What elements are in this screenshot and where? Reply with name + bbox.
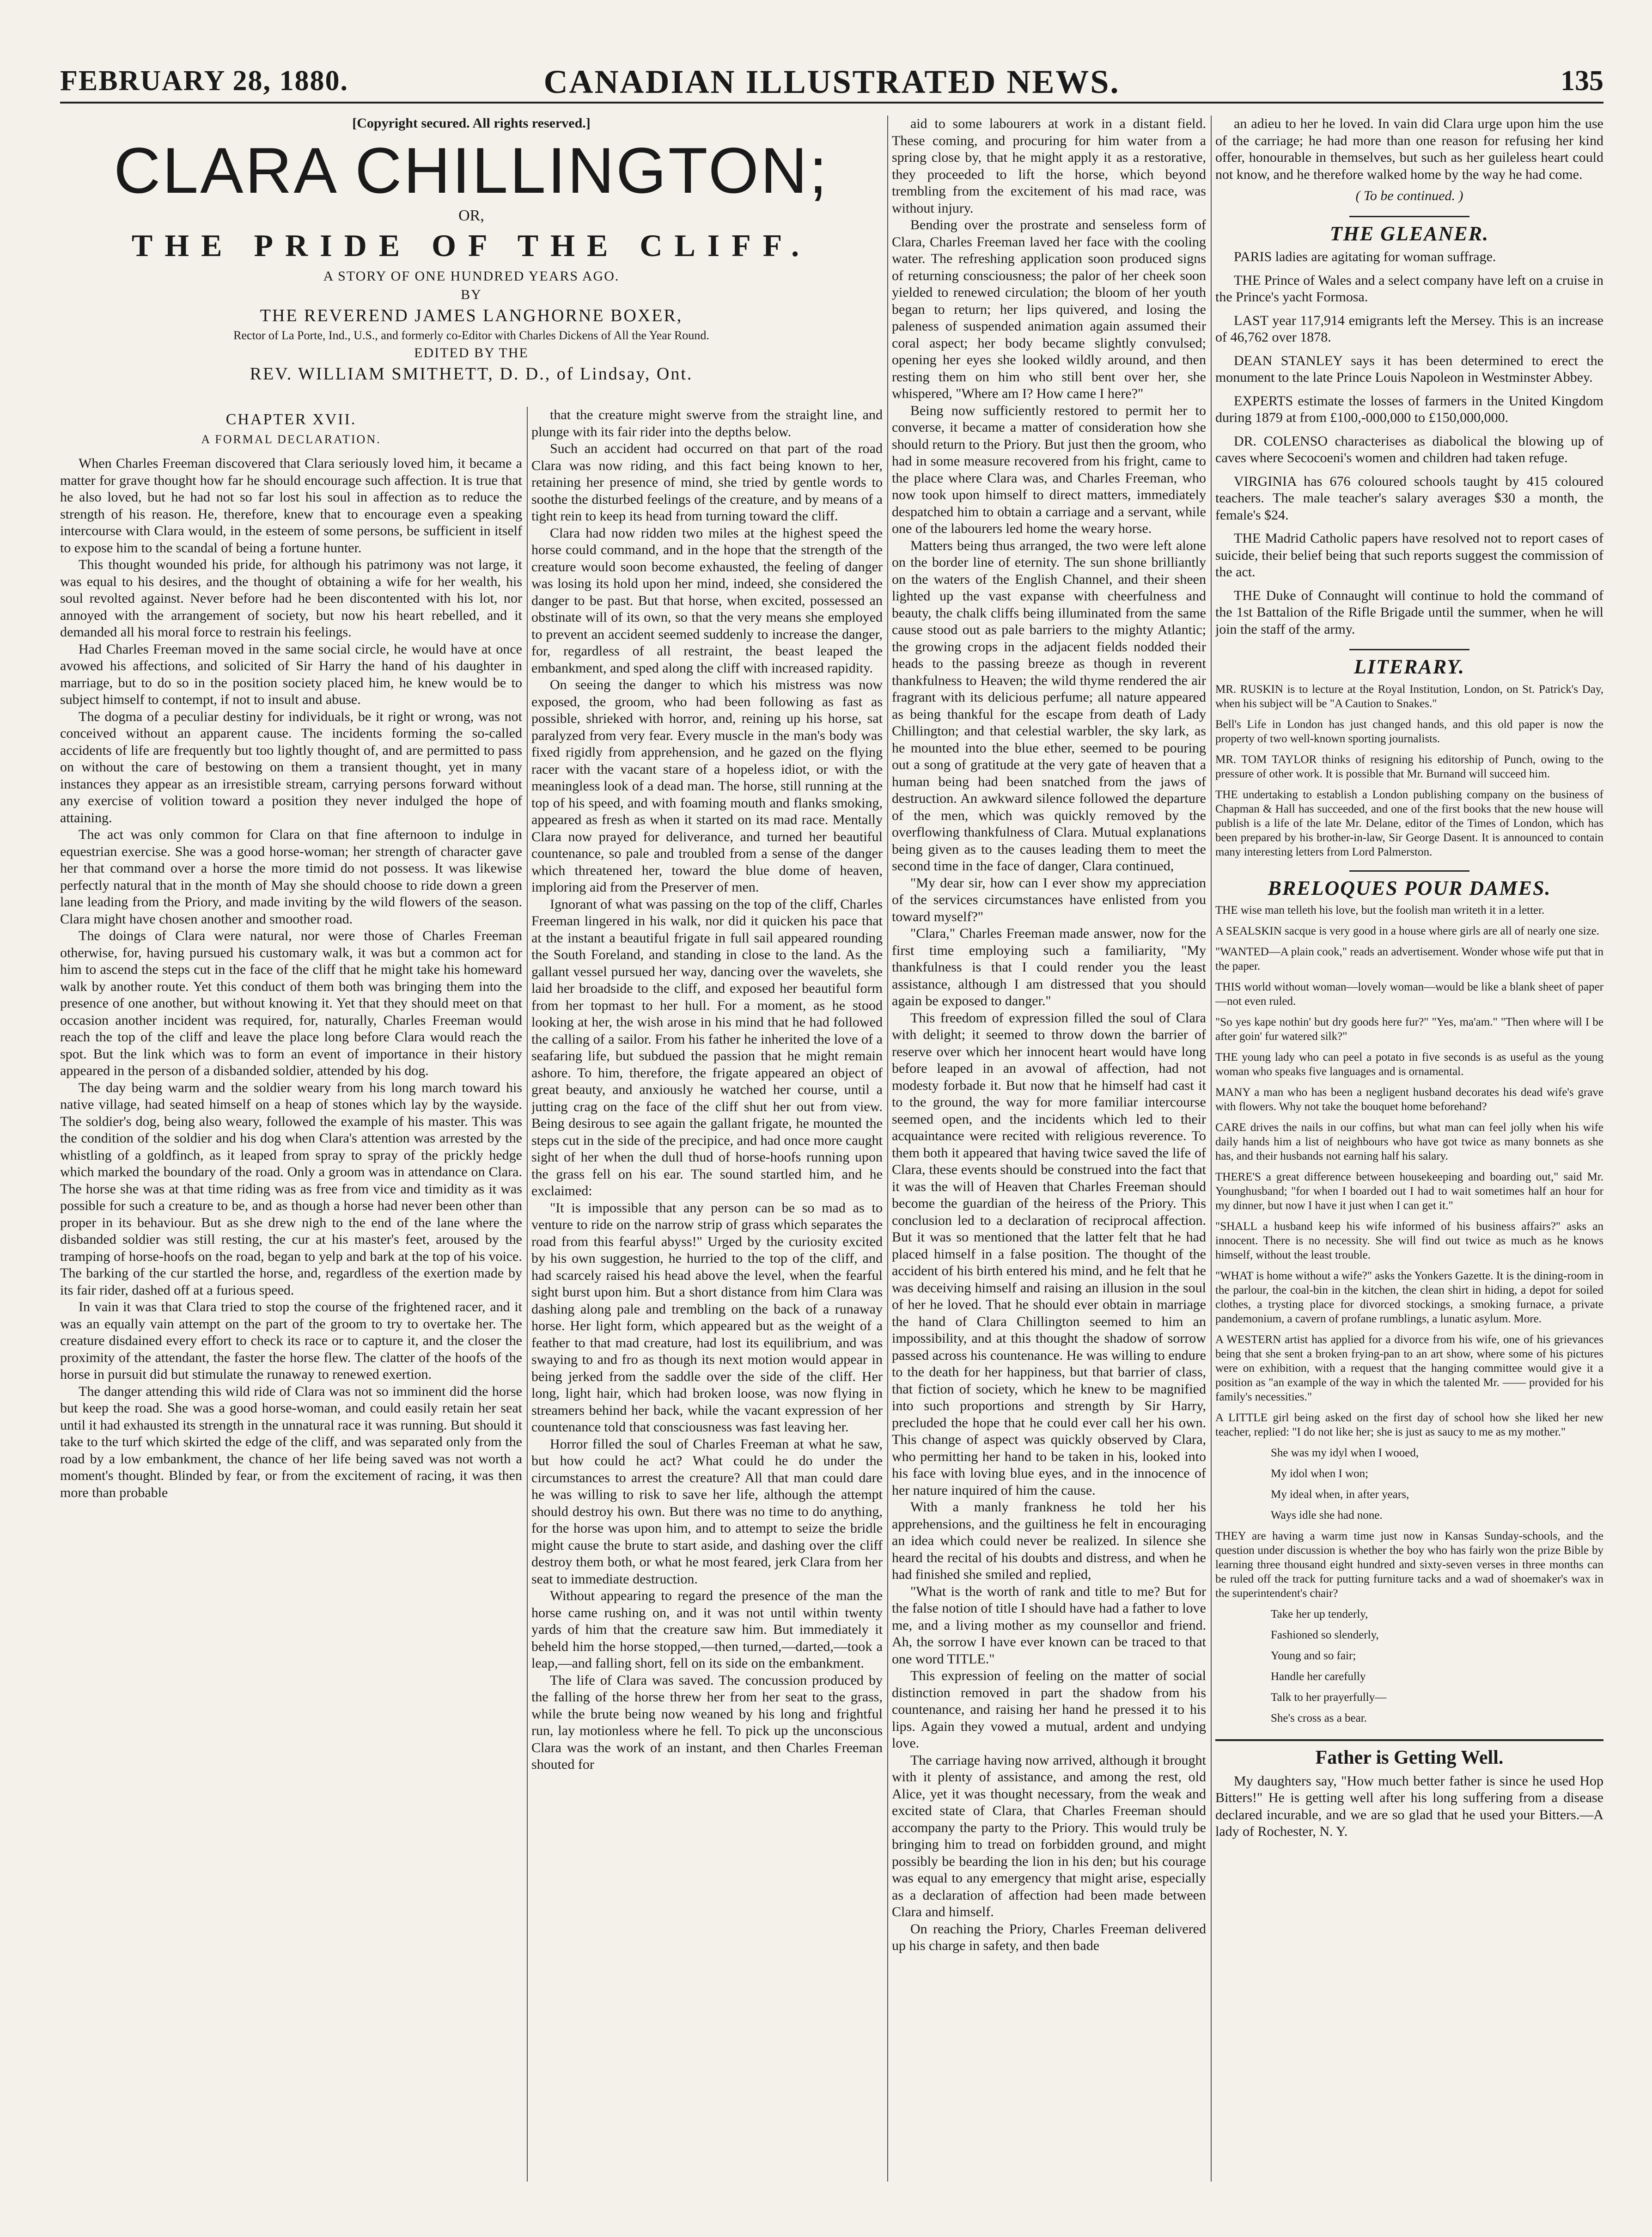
poem-line: Fashioned so slenderly, bbox=[1271, 1629, 1379, 1641]
edited-by: EDITED BY THE bbox=[414, 345, 529, 361]
paragraph: On seeing the danger to which his mistress was now exposed, the groom, who had been following as fast as possible, shrieked with horror, and, reining up his horse, sat paralyzed from very fear. Every muscle in the man's body was fixed rigidly from apprehension, and he gazed on the flying racer with the vacant stare of a hopeless idiot, or with the meaningless look of a dead man. The horse, still running at the top of his speed, and with foaming mouth and flanks smoking, appeared as fresh as when it started on its mad race. Mentally Clara now prayed for deliverance, and turned her beautiful countenance, so pale and troubled from a sense of the danger which threatened her, toward the blue dome of heaven, imploring aid from the Preserver of men. bbox=[531, 677, 883, 895]
paragraph: The carriage having now arrived, although it brought with it plenty of assistance, and among the rest, old Alice, yet it was thought necessary, from the weak and excited state of Clara, that Charles Freeman should accompany the party to the Priory. This would truly be bringing him to tread on forbidden ground, and might possibly be bearding the lion in his den; but his courage was equal to any emergency that might arise, especially as a declaration of affection had been made between Clara and himself. bbox=[892, 1752, 1206, 1919]
page-number: 135 bbox=[1561, 65, 1603, 97]
paragraph: With a manly frankness he told her his apprehensions, and the guiltiness he felt in encouraging an idea which could never be realized. In silence she heard the recital of his doubts and distress, and when he had finished she smiled and replied, bbox=[892, 1499, 1206, 1582]
issue-date: FEBRUARY 28, 1880. bbox=[60, 65, 348, 97]
literary-item: MR. TOM TAYLOR thinks of resigning his editorship of Punch, owing to the pressure of other work. It is possible that Mr. Burnand will succeed him. bbox=[1215, 753, 1603, 780]
newspaper-title: CANADIAN ILLUSTRATED NEWS. bbox=[543, 63, 1120, 100]
poem-line: My ideal when, in after years, bbox=[1271, 1488, 1409, 1501]
poem-line: Handle her carefully bbox=[1271, 1670, 1366, 1683]
paragraph: This freedom of expression filled the soul of Clara with delight; it seemed to throw down the barrier of reserve over which her innocent heart would have long before leaped in an avowal of affection, had not modesty forbade it. But now that he himself had cast it to the ground, the way for more familiar intercourse seemed open, and the incidents which led to their acquaintance were recited with religious reverence. To them both it appeared that having twice saved the life of Clara, these events should be construed into the fact that it was the will of Heaven that Charles Freeman should become the guardian of the heiress of the Priory. This conclusion led to a declaration of reciprocal affection. But it was so mentioned that the latter felt that he had placed himself in a false position. The thought of the accident of his birth entered his mind, and he felt that he was deceiving himself and raising an illusion in the soul of her he loved. That he should ever obtain in marriage the hand of Clara Chillington seemed to him an impossibility, and at this thought the shadow of sorrow passed across his countenance. He was willing to endure to the death for her happiness, but that barrier of class, that fiction of society, which he knew to be magnified into such proportions and strength by Sir Harry, precluded the hope that he could ever call her his own. This change of aspect was quickly observed by Clara, who permitting her hand to be taken in his, looked into his face with loving blue eyes, and in the innocence of her nature inquired of him the cause. bbox=[892, 1010, 1206, 1498]
gleaner-heading: THE GLEANER. bbox=[1329, 222, 1489, 245]
paragraph: Horror filled the soul of Charles Freeman at what he saw, but how could he act? What could he do under the circumstances to arrest the creature? All that man could dare he was willing to risk to save her life, although the attempt should destroy his own. But there was no time to do anything, for the horse was upon him, and to attempt to seize the bridle might cause the brute to start aside, and dashing over the cliff destroy them both, or what he most feared, jerk Clara from her seat to immediate destruction. bbox=[531, 1436, 883, 1587]
breloques-item: THIS world without woman—lovely woman—would be like a blank sheet of paper—not even ruled. bbox=[1215, 981, 1603, 1008]
paragraph: Being now sufficiently restored to permit her to converse, it became a matter of consideration how she should return to the Priory. But just then the groom, who had in some measure recovered from his fright, came to the place where Clara was, and Charles Freeman, who now took upon himself to direct matters, immediately despatched him to obtain a carriage and a servant, while one of the labourers led home the weary horse. bbox=[892, 403, 1206, 536]
paragraph: This expression of feeling on the matter of social distinction removed in part the shadow from his countenance, and raising her hand he pressed it to his lips. Again they vowed a mutual, ardent and undying love. bbox=[892, 1668, 1206, 1751]
advert-text: My daughters say, "How much better father is since he used Hop Bitters!" He is getting well after his long suffering from a disease declared incurable, and we are so glad that he used your Bitters.—A lady of Rochester, N. Y. bbox=[1215, 1773, 1603, 1839]
literary-item: MR. RUSKIN is to lecture at the Royal Institution, London, on St. Patrick's Day, when his subject will be "A Caution to Snakes." bbox=[1215, 683, 1603, 710]
story-title: CLARA CHILLINGTON; bbox=[114, 134, 829, 207]
column-1-body bbox=[60, 455, 522, 1501]
chapter-title: A FORMAL DECLARATION. bbox=[201, 432, 381, 446]
breloques-item: "SHALL a husband keep his wife informed of his business affairs?" asks an innocent. There is no necessity. She will find out twice as much as he knows himself, without the least trouble. bbox=[1215, 1220, 1603, 1261]
column-4 bbox=[1215, 116, 1603, 2182]
column-2 bbox=[531, 407, 883, 2182]
story-tagline: A STORY OF ONE HUNDRED YEARS AGO. bbox=[323, 269, 620, 284]
paragraph: When Charles Freeman discovered that Clara seriously loved him, it became a matter for grave thought how far he should encourage such affection. It is true that he also loved, but he had not so far lost his soul in affection as to reduce the strength of his reason. He, therefore, knew that to encourage even a speaking intercourse with Clara would, in the esteem of some persons, be sufficient in itself to expose him to the scandal of being a fortune hunter. bbox=[60, 456, 522, 556]
breloques-heading: BRELOQUES POUR DAMES. bbox=[1268, 876, 1551, 899]
gleaner-items bbox=[1215, 249, 1603, 638]
poem-line: Take her up tenderly, bbox=[1271, 1608, 1368, 1620]
poem-line: Ways idle she had none. bbox=[1271, 1509, 1383, 1522]
breloques-item: A SEALSKIN sacque is very good in a house where girls are all of nearly one size. bbox=[1215, 925, 1600, 937]
paragraph: that the creature might swerve from the straight line, and plunge with its fair rider into the depths below. bbox=[531, 407, 883, 440]
breloques-item: A LITTLE girl being asked on the first day of school how she liked her new teacher, replied: "I do not like her; she is just as saucy to me as my mother." bbox=[1215, 1412, 1603, 1438]
column-3 bbox=[892, 116, 1206, 2182]
paragraph: Such an accident had occurred on that part of the road Clara was now riding, and this fact being known to her, retaining her presence of mind, she tried by gentle words to soothe the disturbed feelings of the creature, and by means of a tight rein to keep its head from turning toward the cliff. bbox=[531, 441, 883, 524]
chapter-number: CHAPTER XVII. bbox=[226, 411, 357, 428]
author-note: Rector of La Porte, Ind., U.S., and formerly co-Editor with Charles Dickens of All the Year Round. bbox=[233, 329, 709, 342]
gleaner-item: EXPERTS estimate the losses of farmers in the United Kingdom during 1879 at from £100,-000,000 to £150,000,000. bbox=[1215, 393, 1603, 425]
breloques-item: "WHAT is home without a wife?" asks the Yonkers Gazette. It is the dining-room in the parlour, the coal-bin in the kitchen, the clean shirt in hiding, a depot for soiled clothes, a trysting place for divorced stockings, a smoking furnace, a private pandemonium, a cavern of profane rumblings, a lunatic asylum. More. bbox=[1215, 1270, 1603, 1325]
literary-item: Bell's Life in London has just changed hands, and this old paper is now the property of two well-known sporting journalists. bbox=[1215, 718, 1603, 745]
story-by: BY bbox=[461, 287, 482, 302]
breloques-item: MANY a man who has been a negligent husband decorates his dead wife's grave with flowers. Why not take the bouquet home beforehand? bbox=[1215, 1086, 1603, 1113]
paragraph: The life of Clara was saved. The concussion produced by the falling of the horse threw her from her seat to the grass, while the brute being now weaned by his long and frightful run, lay motionless where he fell. To pick up the unconscious Clara was the work of an instant, and then Charles Freeman shouted for bbox=[531, 1672, 883, 1772]
breloques-item: CARE drives the nails in our coffins, but what man can feel jolly when his wife daily hands him a list of neighbours who have got twice as many bonnets as she has, and their husbands not earning half his salary. bbox=[1215, 1121, 1603, 1162]
section-rule bbox=[1349, 216, 1469, 217]
gleaner-item: THE Prince of Wales and a select company have left on a cruise in the Prince's yacht Formosa. bbox=[1215, 272, 1603, 305]
paragraph: The dogma of a peculiar destiny for individuals, be it right or wrong, was not conceived without an apparent cause. The incidents forming the so-called accidents of life are frequently but too lightly thought of, and are permitted to pass on without the care of bestowing on them a transient thought, yet in many instances they appear as an irresistible stream, carrying persons forward without any exercise of volition toward a position they never indulged the hope of attaining. bbox=[60, 709, 522, 825]
paragraph: Had Charles Freeman moved in the same social circle, he would have at once avowed his affections, and solicited of Sir Harry the hand of his daughter in marriage, but to do so in the position society placed him, he knew would be to subject himself to contempt, if not to insult and abuse. bbox=[60, 641, 522, 707]
column-2-body bbox=[531, 407, 883, 1773]
paragraph: The act was only common for Clara on that fine afternoon to indulge in equestrian exercise. She was a good horse-woman; her strength of character gave her that command over a horse the more timid do not possess. It was likewise perfectly natural that in the month of May she should choose to ride down a green lane leading from the Priory, and made inviting by the wild flowers of the season. Clara might have chosen another and smoother road. bbox=[60, 827, 522, 927]
advert-heading: Father is Getting Well. bbox=[1215, 1739, 1603, 1766]
paragraph: The doings of Clara were natural, nor were those of Charles Freeman otherwise, for, having pursued his customary walk, it was but a common act for him to ascend the steps cut in the face of the cliff that he might take his homeward walk by another route. Yet this conduct of them both was bringing them into the presence of one another, but without knowing it. Yet that they should meet on that occasion another incident was required, for, naturally, Charles Freeman would reach the top of the cliff and leave the place long before Clara would reach the spot. But the link which was to form an event of importance in their history appeared in the person of a disbanded soldier, attended by his dog. bbox=[60, 928, 522, 1078]
poem-line: Talk to her prayerfully— bbox=[1271, 1691, 1387, 1704]
gleaner-item: DEAN STANLEY says it has been determined to erect the monument to the late Prince Louis Napoleon in Westminster Abbey. bbox=[1215, 353, 1603, 385]
paragraph: aid to some labourers at work in a distant field. These coming, and procuring for him water from a spring close by, that he might apply it as a restorative, they proceeded to lift the horse, which beyond trembling from the excitement of his mad race, was without injury. bbox=[892, 116, 1206, 216]
literary-heading: LITERARY. bbox=[1353, 655, 1465, 678]
breloques-item: A WESTERN artist has applied for a divorce from his wife, one of his grievances being that she sent a broken frying-pan to an art show, where some of his pictures were on exhibition, with a request that the hanging committee would give it a position as "an example of the way in which the talented Mr. —— provided for his family's necessities." bbox=[1215, 1333, 1603, 1403]
story-or: OR, bbox=[458, 207, 484, 224]
paragraph: "Clara," Charles Freeman made answer, now for the first time employing such a familiarity, "My thankfulness is that I could render you the least assistance, although I am distressed that you should again be exposed to danger." bbox=[892, 926, 1206, 1008]
gleaner-item: VIRGINIA has 676 coloured schools taught by 415 coloured teachers. The male teacher's salary averages $30 a month, the female's $24. bbox=[1215, 473, 1603, 523]
poem-line: She's cross as a bear. bbox=[1271, 1712, 1367, 1724]
story-author: THE REVEREND JAMES LANGHORNE BOXER, bbox=[260, 306, 683, 325]
poem-idyl bbox=[1215, 1446, 1603, 1522]
paragraph: The danger attending this wild ride of Clara was not so imminent did the horse but keep the road. She was a good horse-woman, and could easily retain her seat until it had exhausted its strength in the unnatural race it was running. But should it take to the turf which skirted the edge of the cliff, and was separated only from the road by a low embankment, the chance of her life being saved was not worth a moment's thought. Blinded by fear, or from the excitement of racing, it was then more than probable bbox=[60, 1383, 522, 1500]
gleaner-item: THE Madrid Catholic papers have resolved not to report cases of suicide, their belief being that such reports suggest the commission of the act. bbox=[1215, 531, 1603, 580]
paragraph: In vain it was that Clara tried to stop the course of the frightened racer, and it was an equally vain attempt on the part of the groom to try to overtake her. The creature disdained every effort to check its race or to capture it, and the closer the proximity of the attendant, the faster the horse flew. The clatter of the hoofs of the horse in pursuit did but stimulate the runaway to renewed exertion. bbox=[60, 1299, 522, 1382]
kansas-item: THEY are having a warm time just now in Kansas Sunday-schools, and the question under discussion is whether the boy who has fairly won the prize Bible by learning three thousand eight hundred and sixty-seven verses in three months can be ruled off the track for putting furniture tacks and a wad of shoemaker's wax in the superintendent's chair? bbox=[1215, 1530, 1603, 1600]
gleaner-item: PARIS ladies are agitating for woman suffrage. bbox=[1234, 249, 1496, 264]
paragraph: "My dear sir, how can I ever show my appreciation of the services circumstances have enlisted from you toward myself?" bbox=[892, 875, 1206, 924]
to-be-continued: ( To be continued. ) bbox=[1355, 188, 1463, 203]
paragraph: Ignorant of what was passing on the top of the cliff, Charles Freeman lingered in his walk, nor did it quicken his pace that at the instant a beautiful frigate in full sail appeared rounding the South Foreland, and standing in close to the land. As the gallant vessel pursued her way, dancing over the wavelets, she laid her broadside to the cliff, and exposed her beautiful form from her topmast to her hull. For a moment, as he stood looking at her, the wish arose in his mind that he had followed the calling of a sailor. From his father he inherited the love of a seafaring life, but subdued the passion that he might remain ashore. To him, therefore, the frigate appeared an object of great beauty, and anxiously he watched her course, until a jutting crag on the face of the cliff shut her out from view. Being desirous to see again the gallant frigate, he mounted the steps cut in the side of the precipice, and had once more caught sight of her when the dull thud of horse-hoofs running upon the grass fell on his ear. The sound startled him, and he exclaimed: bbox=[531, 896, 883, 1198]
paragraph: Bending over the prostrate and senseless form of Clara, Charles Freeman laved her face with the cooling water. The refreshing application soon produced signs of returning consciousness; the palor of her cheek soon yielded to renewed circulation; the bloom of her youth began to return; her lips quivered, and losing the paleness of suspended animation again assumed their coral aspect; her body became slightly convulsed; opening her eyes she looked wildly around, and then resting them on him who still bent over her, she whispered, "Where am I? How came I here?" bbox=[892, 217, 1206, 401]
paragraph: "What is the worth of rank and title to me? But for the false notion of title I should have had a father to love me, and a living mother as my counsellor and friend. Ah, the sorrow I have ever known can be traced to that one word TITLE." bbox=[892, 1583, 1206, 1667]
paragraph: Clara had now ridden two miles at the highest speed the horse could command, and in the hope that the strength of the creature would soon become exhausted, the feeling of danger was losing its hold upon her mind, indeed, she considered the danger to be past. But that horse, when excited, possessed an obstinate will of its own, so that the very means she employed to prevent an accident seemed suddenly to increase the danger, for, regardless of all restraint, the beast leaped the embankment, and sped along the cliff with increased rapidity. bbox=[531, 525, 883, 676]
column-rule bbox=[887, 116, 888, 2182]
gleaner-item: LAST year 117,914 emigrants left the Mersey. This is an increase of 46,762 over 1878. bbox=[1215, 312, 1603, 345]
column-rule bbox=[1211, 116, 1212, 2182]
poem-line: Young and so fair; bbox=[1271, 1650, 1356, 1662]
paragraph: On reaching the Priory, Charles Freeman delivered up his charge in safety, and then bade bbox=[892, 1921, 1206, 1953]
breloques-items bbox=[1215, 903, 1603, 1439]
poem-take-her-up bbox=[1215, 1607, 1603, 1725]
masthead bbox=[60, 60, 1603, 104]
column-3-body bbox=[892, 116, 1206, 1955]
paragraph: Matters being thus arranged, the two were left alone on the border line of eternity. The sun shone brilliantly on the waters of the English Channel, and their sheen lighted up the vast expanse with cheerfulness and beauty, the chalk cliffs being illuminated from the same cause stood out as pale barriers to the mighty Atlantic; the growing crops in the adjacent fields nodded their heads to the passing breeze as though in reverent thankfulness to Heaven; the wild thyme rendered the air fragrant with its delicious perfume; all nature appeared as being thankful for the escape from death of Lady Chillington; and that celestial warbler, the sky lark, as he mounted into the blue ether, seemed to be pouring out a song of gratitude at the very gate of heaven that a human being had been snatched from the jaws of destruction. An awkward silence followed the departure of the men, which was quickly removed by the overflowing thankfulness of Clara. Mutual explanations being given as to the causes leading them to meet the second time in the face of danger, Clara continued, bbox=[892, 538, 1206, 874]
column-1 bbox=[60, 116, 522, 2182]
section-rule bbox=[1349, 870, 1469, 872]
breloques-item: "WANTED—A plain cook," reads an advertisement. Wonder whose wife put that in the paper. bbox=[1215, 946, 1603, 972]
gleaner-item: DR. COLENSO characterises as diabolical the blowing up of caves where Secocoeni's women and children had taken refuge. bbox=[1215, 433, 1603, 465]
story-editor: REV. WILLIAM SMITHETT, D. D., of Lindsay, Ont. bbox=[250, 364, 693, 384]
story-subtitle: THE PRIDE OF THE CLIFF. bbox=[131, 228, 811, 263]
paragraph: "It is impossible that any person can be so mad as to venture to ride on the narrow strip of grass which separates the road from this fearful abyss!" Urged by the curiosity excited by his own suggestion, he hurried to the top of the cliff, and had scarcely raised his head above the level, when the fearful sight burst upon him. But a short distance from him Clara was dashing along pale and trembling on the back of a runaway horse. Her light form, which appeared but as the weight of a feather to that mad creature, had lost its equilibrium, and was swaying to and fro as though its next motion would appear in being jerked from the saddle over the side of the cliff. Her long, light hair, which had broken loose, was now flying in streamers behind her back, while the vacant expression of her countenance told that consciousness was fast leaving her. bbox=[531, 1200, 883, 1435]
breloques-item: "So yes kape nothin' but dry goods here fur?" "Yes, ma'am." "Then where will I be after goin' fur watered silk?" bbox=[1215, 1016, 1603, 1043]
literary-item: THE undertaking to establish a London publishing company on the business of Chapman & Hall has succeeded, and one of the first books that the new house will publish is a life of the late Mr. Delane, editor of the Times of London, which has been prepared by his brother-in-law, Sir George Dasent. It is announced to contain many interesting letters from Lord Palmerston. bbox=[1215, 788, 1603, 858]
paragraph: Without appearing to regard the presence of the man the horse came rushing on, and it was not until within twenty yards of him that the creature saw him. But immediately it beheld him the horse stopped,—then turned,—darted,—took a leap,—and falling short, fell on its side on the embankment. bbox=[531, 1588, 883, 1671]
story-ending: an adieu to her he loved. In vain did Clara urge upon him the use of the carriage; he had more than one reason for refusing her kind offer, honourable in themselves, but such as her guileless heart could not know, and he therefore walked home by the way he had come. bbox=[1215, 116, 1603, 182]
gleaner-item: THE Duke of Connaught will continue to hold the command of the 1st Battalion of the Rifle Brigade until the summer, when he will join the staff of the army. bbox=[1215, 587, 1603, 637]
poem-line: My idol when I won; bbox=[1271, 1467, 1369, 1480]
section-rule bbox=[1349, 649, 1469, 650]
literary-items bbox=[1215, 682, 1603, 859]
breloques-item: THE wise man telleth his love, but the foolish man writeth it in a letter. bbox=[1215, 904, 1545, 917]
copyright-notice: [Copyright secured. All rights reserved.] bbox=[352, 116, 591, 131]
paragraph: The day being warm and the soldier weary from his long march toward his native village, had seated himself on a heap of stones which lay by the wayside. The soldier's dog, being also weary, followed the example of his master. This was the condition of the soldier and his dog when Clara's attention was arrested by the whistling of a goldfinch, as it leaped from spray to spray of the prickly hedge which marked the boundary of the road. Only a groom was in attendance on Clara. The horse she was at that time riding was as free from vice and timidity as it was possible for such a creature to be, and as though a horse had never been other than proper in its behaviour. But as she drew nigh to the end of the lane where the disbanded soldier was still resting, the cur at his master's feet, aroused by the tramping of horse-hoofs on the road, began to yelp and bark at the top of his voice. The barking of the cur startled the horse, and, regardless of the exertion made by its fair rider, dashed off at a furious speed. bbox=[60, 1080, 522, 1298]
breloques-item: THERE'S a great difference between housekeeping and boarding out," said Mr. Younghusband; "for when I boarded out I had to wait sometimes half an hour for my dinner, but now I have it just when I can get it." bbox=[1215, 1171, 1603, 1212]
poem-line: She was my idyl when I wooed, bbox=[1271, 1447, 1419, 1459]
breloques-item: THE young lady who can peel a potato in five seconds is as useful as the young woman who speaks five languages and is ornamental. bbox=[1215, 1051, 1603, 1078]
paragraph: This thought wounded his pride, for although his patrimony was not large, it was equal to his desires, and the thought of obtaining a wife for her wealth, his soul revolted against. Never before had he been discontented with his lot, nor annoyed with the arrangement of society, but now his heart rebelled, and it demanded all his moral force to restrain his feelings. bbox=[60, 557, 522, 640]
column-rule bbox=[527, 407, 528, 2182]
